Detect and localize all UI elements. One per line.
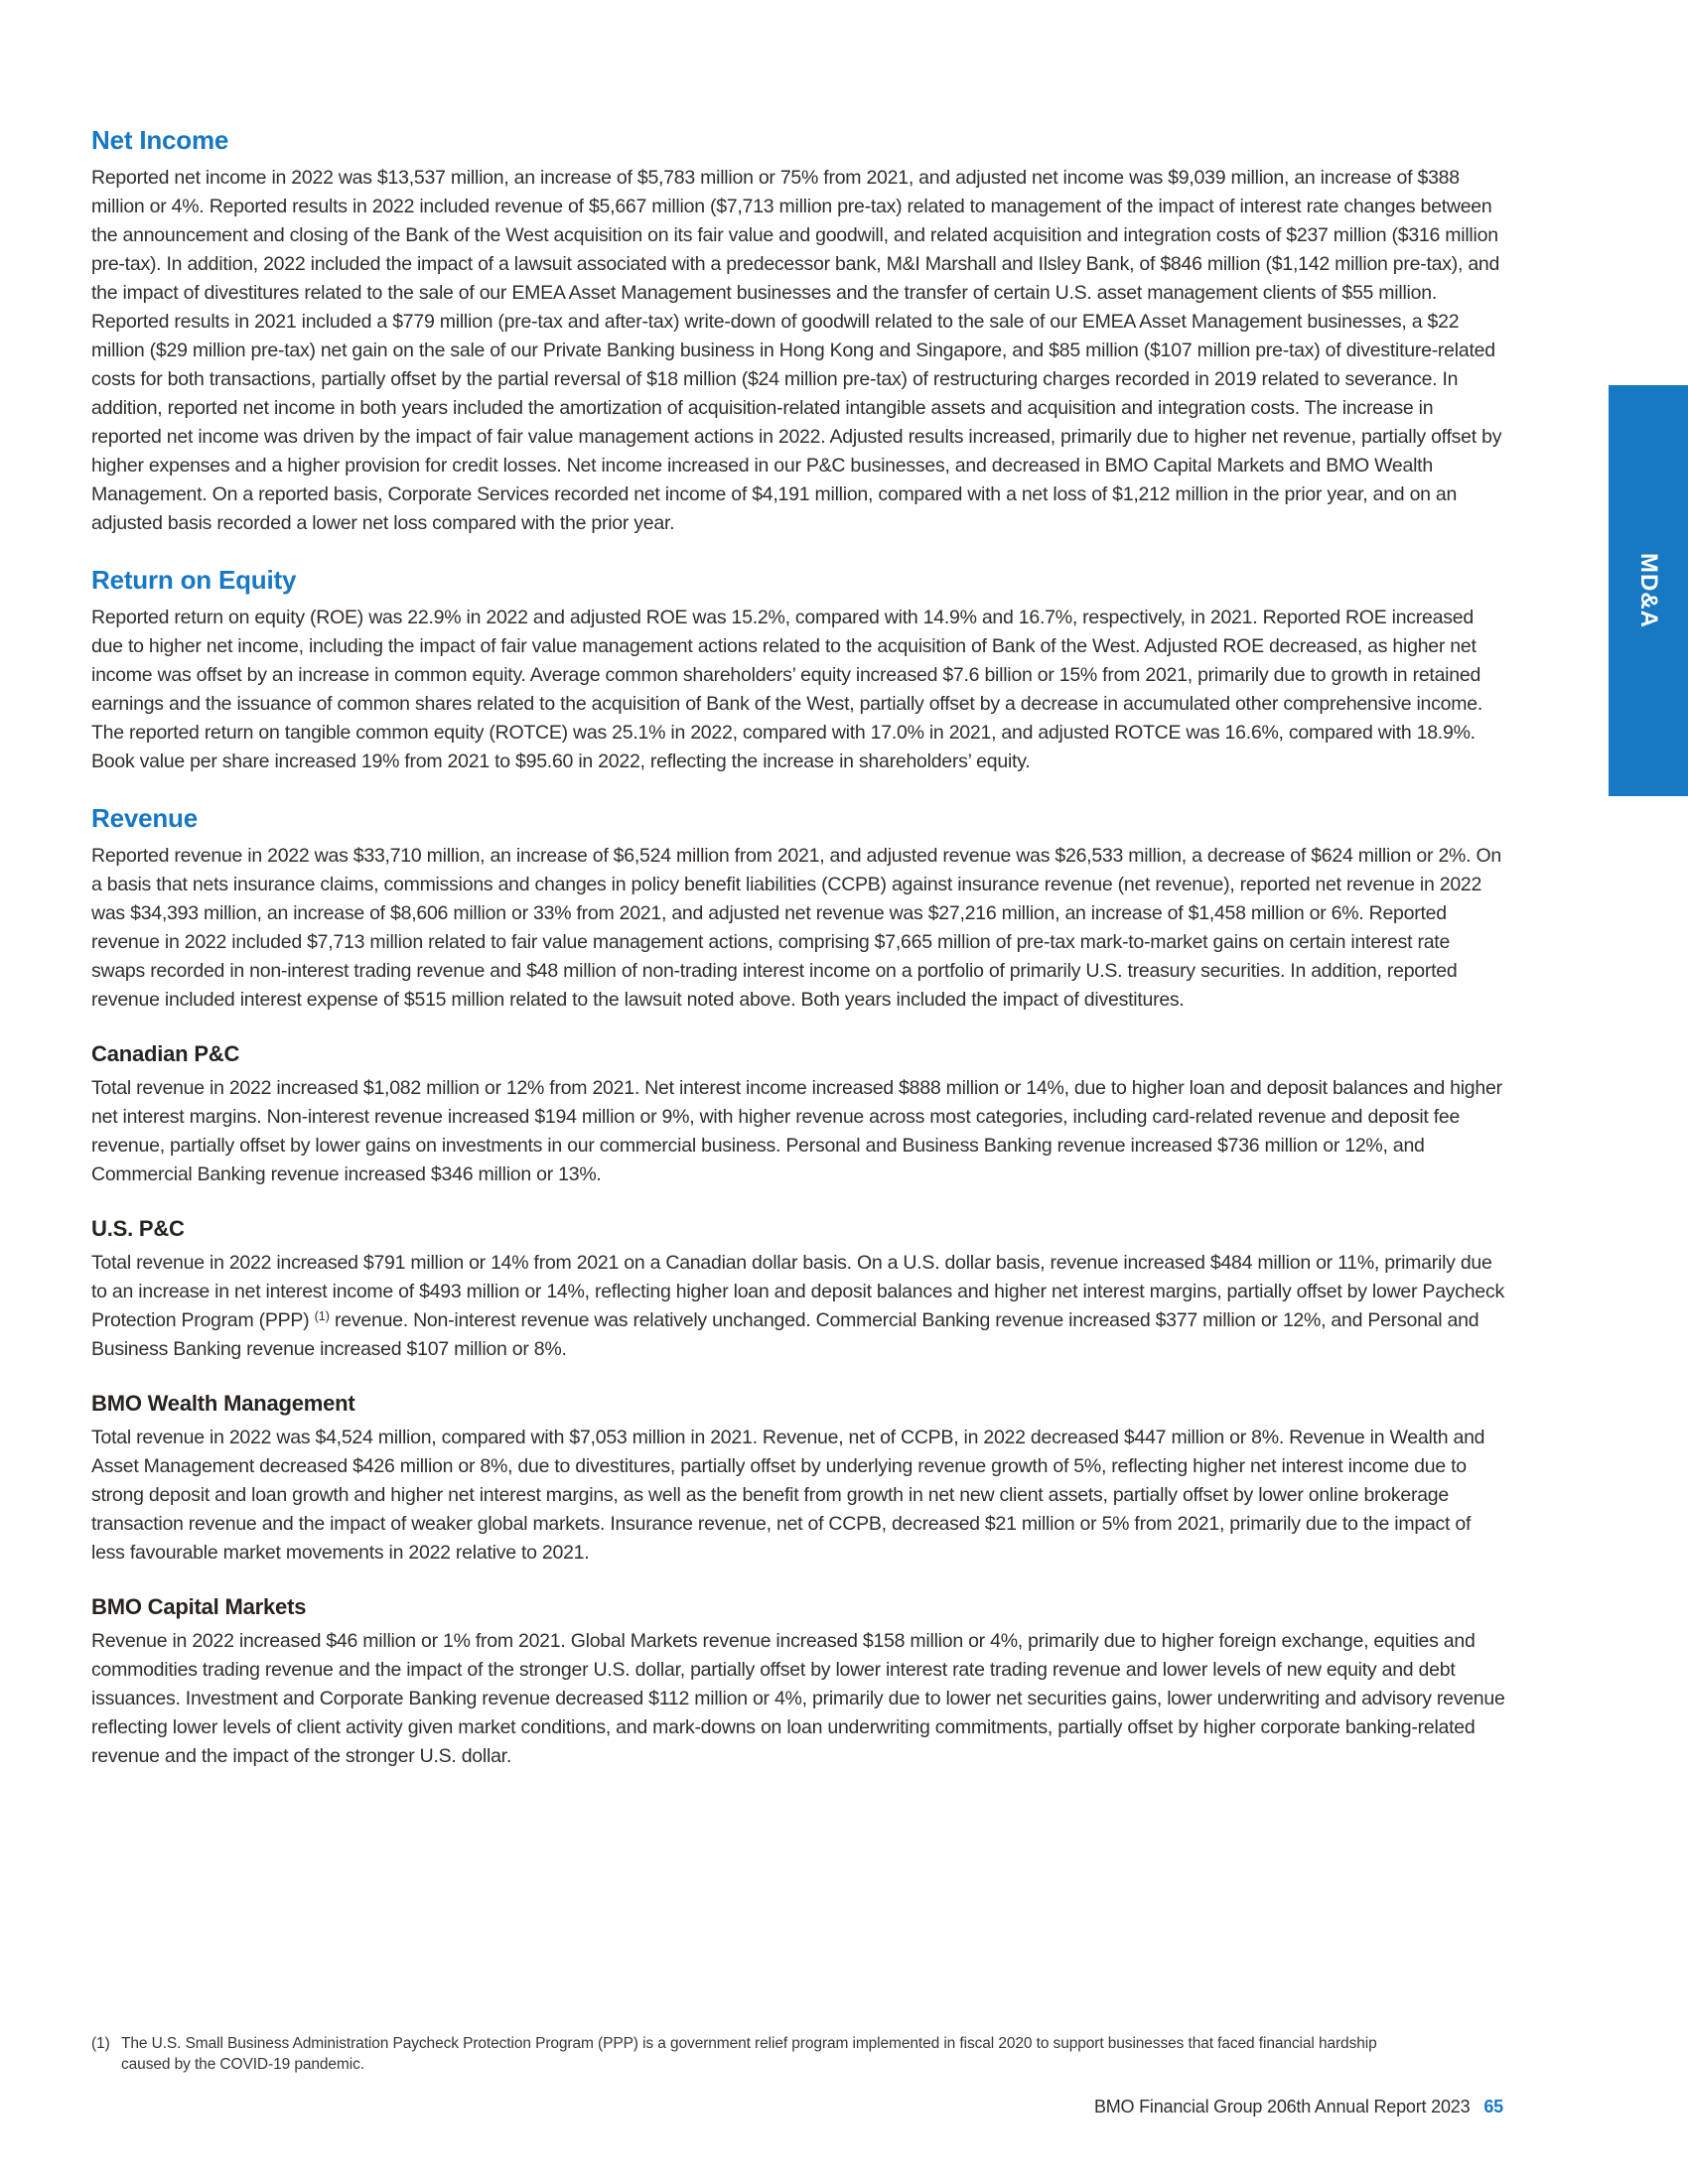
mda-content (91, 125, 1505, 1771)
footnote-marker: (1) (91, 2035, 110, 2052)
page-footer (1094, 2097, 1503, 2117)
section-paragraph: Reported revenue in 2022 was $33,710 million, an increase of $6,524 million from 2021, and adjusted revenue was $26,533 million, a decrease of $624 million or 2%. On a basis that nets insurance claims, commissions and changes in policy benefit liabilities (CCPB) against insurance revenue (net revenue), reported net revenue in 2022 was $34,393 million, an increase of $8,606 million or 33% from 2021, and adjusted net revenue was $27,216 million, an increase of $1,458 million or 6%. Reported revenue in 2022 included $7,713 million related to fair value management actions, comprising $7,665 million of pre-tax mark-to-market gains on certain interest rate swaps recorded in non-interest trading revenue and $48 million of non-trading interest income on a portfolio of primarily U.S. treasury securities. In addition, reported revenue included interest expense of $515 million related to the lawsuit noted above. Both years included the impact of divestitures. (91, 845, 1501, 1011)
section-canadian-pc (91, 1041, 1505, 1189)
section-bmo-capital-markets (91, 1594, 1505, 1771)
section-net-income (91, 125, 1505, 538)
section-heading-canadian-pc: Canadian P&C (91, 1041, 240, 1066)
section-paragraph: Reported return on equity (ROE) was 22.9% in 2022 and adjusted ROE was 15.2%, compared with 14.9% and 16.7%, respectively, in 2021. Reported ROE increased due to higher net income, including the impact of fair value management actions related to the acquisition of Bank of the West. Adjusted ROE decreased, as higher net income was offset by an increase in common equity. Average common shareholders’ equity increased $7.6 billion or 15% from 2021, primarily due to growth in retained earnings and the issuance of common shares related to the acquisition of Bank of the West, partially offset by a decrease in accumulated other comprehensive income. The reported return on tangible common equity (ROTCE) was 25.1% in 2022, compared with 17.0% in 2021, and adjusted ROTCE was 16.6%, compared with 18.9%. Book value per share increased 19% from 2021 to $95.60 in 2022, reflecting the increase in shareholders’ equity. (91, 607, 1483, 772)
page-number: 65 (1483, 2097, 1503, 2116)
paragraph-text: Total revenue in 2022 increased $791 million or 14% from 2021 on a Canadian dollar basis. On a U.S. dollar basis, revenue increased $484 million or 11%, primarily due to an increase in net interest income of $493 million or 14%, reflecting higher loan and deposit balances and higher net interest margins, partially offset by lower Paycheck Protection Program (PPP) (91, 1252, 1504, 1331)
section-heading-revenue: Revenue (91, 803, 198, 833)
section-us-pc (91, 1216, 1505, 1364)
footnote-text: The U.S. Small Business Administration Paycheck Protection Program (PPP) is a government relief program implemented in fiscal 2020 to support businesses that faced financial hardship caused by the COVID-19 pandemic. (121, 2035, 1377, 2073)
paragraph-text: revenue. Non-interest revenue was relatively unchanged. Commercial Banking revenue increased $377 million or 12%, and Personal and Business Banking revenue increased $107 million or 8%. (91, 1309, 1479, 1360)
section-bmo-wealth-management (91, 1391, 1505, 1568)
section-paragraph: Total revenue in 2022 increased $1,082 million or 12% from 2021. Net interest income increased $888 million or 14%, due to higher loan and deposit balances and higher net interest margins. Non-interest revenue increased $194 million or 9%, with higher revenue across most categories, including card-related revenue and deposit fee revenue, partially offset by lower gains on investments in our commercial business. Personal and Business Banking revenue increased $736 million or 12%, and Commercial Banking revenue increased $346 million or 13%. (91, 1077, 1502, 1185)
section-heading-return-on-equity: Return on Equity (91, 565, 297, 595)
footer-text: BMO Financial Group 206th Annual Report 2023 (1093, 2097, 1471, 2116)
side-tab-label: MD&A (1635, 553, 1662, 628)
section-revenue (91, 803, 1505, 1015)
section-heading-us-pc: U.S. P&C (91, 1216, 185, 1241)
section-return-on-equity (91, 565, 1505, 776)
footnote-reference: (1) (314, 1309, 330, 1323)
section-heading-net-income: Net Income (91, 125, 229, 155)
section-heading-bmo-wealth-management: BMO Wealth Management (91, 1391, 355, 1416)
footnote (91, 2033, 1382, 2075)
section-paragraph: Revenue in 2022 increased $46 million or 1% from 2021. Global Markets revenue increased $158 million or 4%, primarily due to higher foreign exchange, equities and commodities trading revenue and the impact of the stronger U.S. dollar, partially offset by lower interest rate trading revenue and lower levels of new equity and debt issuances. Investment and Corporate Banking revenue decreased $112 million or 4%, primarily due to lower net securities gains, lower underwriting and advisory revenue reflecting lower levels of client activity given market conditions, and mark-downs on loan underwriting commitments, partially offset by higher corporate banking-related revenue and the impact of the stronger U.S. dollar. (91, 1630, 1505, 1767)
section-paragraph: Reported net income in 2022 was $13,537 million, an increase of $5,783 million or 75% from 2021, and adjusted net income was $9,039 million, an increase of $388 million or 4%. Reported results in 2022 included revenue of $5,667 million ($7,713 million pre-tax) related to management of the impact of interest rate changes between the announcement and closing of the Bank of the West acquisition on its fair value and goodwill, and related acquisition and integration costs of $237 million ($316 million pre-tax). In addition, 2022 included the impact of a lawsuit associated with a predecessor bank, M&I Marshall and Ilsley Bank, of $846 million ($1,142 million pre-tax), and the impact of divestitures related to the sale of our EMEA Asset Management businesses and the transfer of certain U.S. asset management clients of $55 million. Reported results in 2021 included a $779 million (pre-tax and after-tax) write-down of goodwill related to the sale of our EMEA Asset Management businesses, a $22 million ($29 million pre-tax) net gain on the sale of our Private Banking business in Hong Kong and Singapore, and $85 million ($107 million pre-tax) of divestiture-related costs for both transactions, partially offset by the partial reversal of $18 million ($24 million pre-tax) of restructuring charges recorded in 2019 related to severance. In addition, reported net income in both years included the amortization of acquisition-related intangible assets and acquisition and integration costs. The increase in reported net income was driven by the impact of fair value management actions in 2022. Adjusted results increased, primarily due to higher net revenue, partially offset by higher expenses and a higher provision for credit losses. Net income increased in our P&C businesses, and decreased in BMO Capital Markets and BMO Wealth Management. On a reported basis, Corporate Services recorded net income of $4,191 million, compared with a net loss of $1,212 million in the prior year, and on an adjusted basis recorded a lower net loss compared with the prior year. (91, 167, 1502, 534)
mda-side-tab (1609, 385, 1688, 796)
section-heading-bmo-capital-markets: BMO Capital Markets (91, 1594, 307, 1619)
section-paragraph (91, 1249, 1505, 1364)
section-paragraph: Total revenue in 2022 was $4,524 million, compared with $7,053 million in 2021. Revenue, net of CCPB, in 2022 decreased $447 million or 8%. Revenue in Wealth and Asset Management decreased $426 million or 8%, due to divestitures, partially offset by underlying revenue growth of 5%, reflecting higher net interest income due to strong deposit and loan growth and higher net interest margins, as well as the benefit from growth in net new client assets, partially offset by lower online brokerage transaction revenue and the impact of weaker global markets. Insurance revenue, net of CCPB, decreased $21 million or 5% from 2021, primarily due to the impact of less favourable market movements in 2022 relative to 2021. (91, 1427, 1485, 1564)
